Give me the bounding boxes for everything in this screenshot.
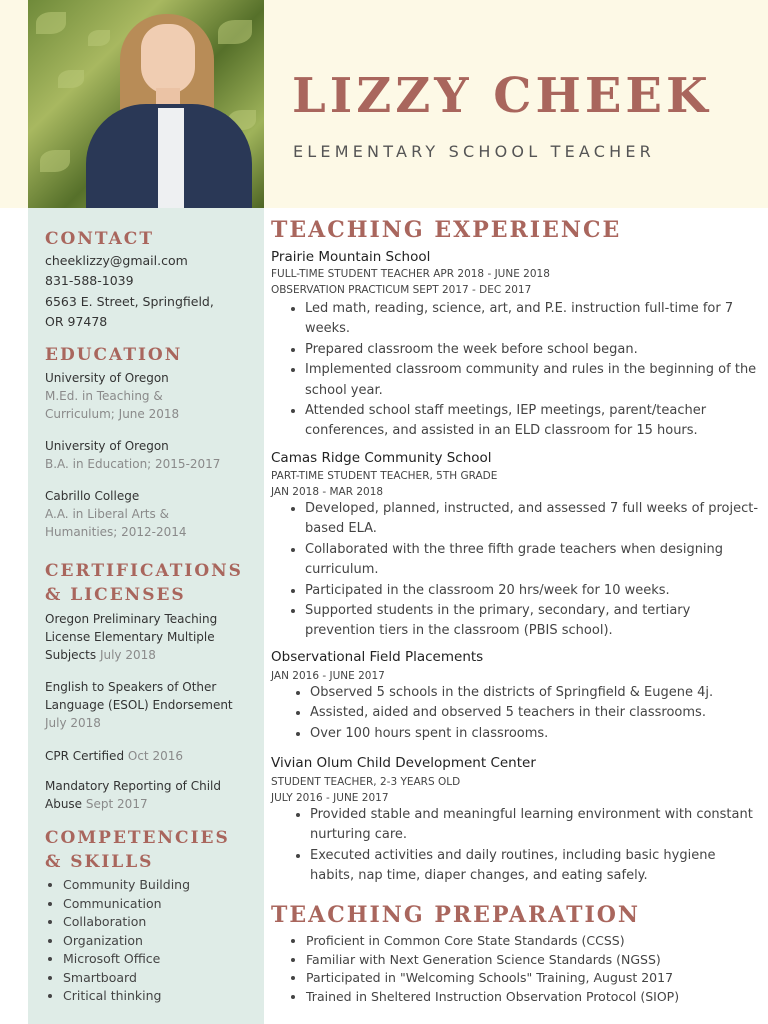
job-bullet: • Observed 5 schools in the districts of Springfield & Eugene 4j. bbox=[310, 683, 766, 703]
certification-item bbox=[45, 747, 257, 765]
education-item bbox=[45, 369, 257, 423]
skill-item: • Communication bbox=[63, 895, 190, 914]
education-detail: B.A. in Education; 2015-2017 bbox=[45, 457, 221, 471]
certification-name: Mandatory Reporting of Child Abuse bbox=[45, 779, 221, 811]
job-subtitle: JAN 2016 - JUNE 2017 bbox=[271, 670, 385, 682]
certification-date: Sept 2017 bbox=[85, 797, 148, 811]
certification-name: CPR Certified bbox=[45, 749, 125, 763]
education-detail: A.A. in Liberal Arts & bbox=[45, 507, 169, 521]
contact-address-line2: OR 97478 bbox=[45, 314, 108, 329]
contact-address-line1: 6563 E. Street, Springfield, bbox=[45, 294, 214, 309]
job-bullet: • Executed activities and daily routines, including basic hygiene habits, nap time, diaper changes, and eating safely. bbox=[310, 846, 762, 887]
education-item bbox=[45, 437, 257, 473]
job-subtitle: JAN 2018 - MAR 2018 bbox=[271, 486, 384, 498]
certification-date: July 2018 bbox=[99, 648, 156, 662]
person-name: LIZZY CHEEK bbox=[292, 68, 712, 124]
profile-photo bbox=[28, 0, 264, 208]
job-subtitle: PART-TIME STUDENT TEACHER, 5TH GRADE bbox=[271, 470, 498, 482]
preparation-item: • Familiar with Next Generation Science Standards (NGSS) bbox=[306, 951, 762, 970]
education-item bbox=[45, 487, 257, 541]
job-bullet: • Over 100 hours spent in classrooms. bbox=[310, 724, 766, 744]
certification-date: Oct 2016 bbox=[127, 749, 183, 763]
preparation-item: • Trained in Sheltered Instruction Observation Protocol (SIOP) bbox=[306, 988, 762, 1007]
certification-item bbox=[45, 678, 250, 732]
preparation-item: • Participated in "Welcoming Schools" Training, August 2017 bbox=[306, 969, 762, 988]
job-name: Observational Field Placements bbox=[271, 649, 484, 665]
education-detail: Humanities; 2012-2014 bbox=[45, 525, 187, 539]
job-bullets bbox=[287, 499, 761, 642]
job-bullets bbox=[287, 299, 761, 442]
preparation-heading: TEACHING PREPARATION bbox=[271, 902, 641, 928]
certification-name: English to Speakers of Other Language (ESOL) Endorsement bbox=[45, 680, 233, 712]
job-subtitle: STUDENT TEACHER, 2-3 YEARS OLD bbox=[271, 776, 461, 788]
skill-item: • Organization bbox=[63, 932, 190, 951]
education-detail: M.Ed. in Teaching & bbox=[45, 389, 163, 403]
skills-heading: COMPETENCIES bbox=[45, 828, 230, 848]
job-bullet: • Collaborated with the three fifth grade teachers when designing curriculum. bbox=[305, 540, 761, 581]
job-name: Prairie Mountain School bbox=[271, 249, 431, 265]
job-name: Camas Ridge Community School bbox=[271, 450, 492, 466]
job-bullet: • Participated in the classroom 20 hrs/week for 10 weeks. bbox=[305, 581, 761, 601]
job-title: ELEMENTARY SCHOOL TEACHER bbox=[293, 142, 655, 161]
job-name: Vivian Olum Child Development Center bbox=[271, 755, 536, 771]
preparation-list bbox=[288, 932, 762, 1006]
education-school: University of Oregon bbox=[45, 439, 169, 453]
certifications-heading-2: & LICENSES bbox=[45, 585, 186, 605]
job-bullet: • Developed, planned, instructed, and assessed 7 full weeks of project-based ELA. bbox=[305, 499, 761, 540]
skills-list bbox=[45, 876, 190, 1006]
job-subtitle: OBSERVATION PRACTICUM SEPT 2017 - DEC 2017 bbox=[271, 284, 532, 296]
certification-date: July 2018 bbox=[45, 716, 101, 730]
job-subtitle: FULL-TIME STUDENT TEACHER APR 2018 - JUNE 2018 bbox=[271, 268, 550, 280]
skill-item: • Community Building bbox=[63, 876, 190, 895]
education-school: Cabrillo College bbox=[45, 489, 140, 503]
job-bullet: • Prepared classroom the week before school began. bbox=[305, 340, 761, 360]
certifications-heading: CERTIFICATIONS bbox=[45, 561, 243, 581]
job-bullet: • Assisted, aided and observed 5 teachers in their classrooms. bbox=[310, 703, 766, 723]
education-heading: EDUCATION bbox=[45, 345, 183, 365]
education-detail: Curriculum; June 2018 bbox=[45, 407, 180, 421]
job-bullet: • Provided stable and meaningful learning environment with constant nurturing care. bbox=[310, 805, 762, 846]
job-bullets bbox=[292, 683, 766, 744]
contact-phone[interactable]: 831-588-1039 bbox=[45, 273, 134, 288]
preparation-item: • Proficient in Common Core State Standards (CCSS) bbox=[306, 932, 762, 951]
job-bullets bbox=[292, 805, 762, 887]
education-school: University of Oregon bbox=[45, 371, 169, 385]
job-bullet: • Supported students in the primary, secondary, and tertiary prevention tiers in the classroom (PBIS school). bbox=[305, 601, 761, 642]
certification-item bbox=[45, 777, 240, 813]
skill-item: • Collaboration bbox=[63, 913, 190, 932]
certification-name: Oregon Preliminary Teaching License Elementary Multiple Subjects bbox=[45, 612, 218, 662]
skill-item: • Microsoft Office bbox=[63, 950, 190, 969]
experience-heading: TEACHING EXPERIENCE bbox=[271, 217, 622, 243]
certification-item bbox=[45, 610, 245, 664]
skills-heading-2: & SKILLS bbox=[45, 852, 154, 872]
contact-heading: CONTACT bbox=[45, 229, 154, 249]
contact-email[interactable]: cheeklizzy@gmail.com bbox=[45, 253, 188, 268]
job-bullet: • Attended school staff meetings, IEP meetings, parent/teacher conferences, and assisted in an ELD classroom for 15 hours. bbox=[305, 401, 761, 442]
job-subtitle: JULY 2016 - JUNE 2017 bbox=[271, 792, 389, 804]
job-bullet: • Led math, reading, science, art, and P.E. instruction full-time for 7 weeks. bbox=[305, 299, 761, 340]
skill-item: • Smartboard bbox=[63, 969, 190, 988]
job-bullet: • Implemented classroom community and rules in the beginning of the school year. bbox=[305, 360, 761, 401]
skill-item: • Critical thinking bbox=[63, 987, 190, 1006]
